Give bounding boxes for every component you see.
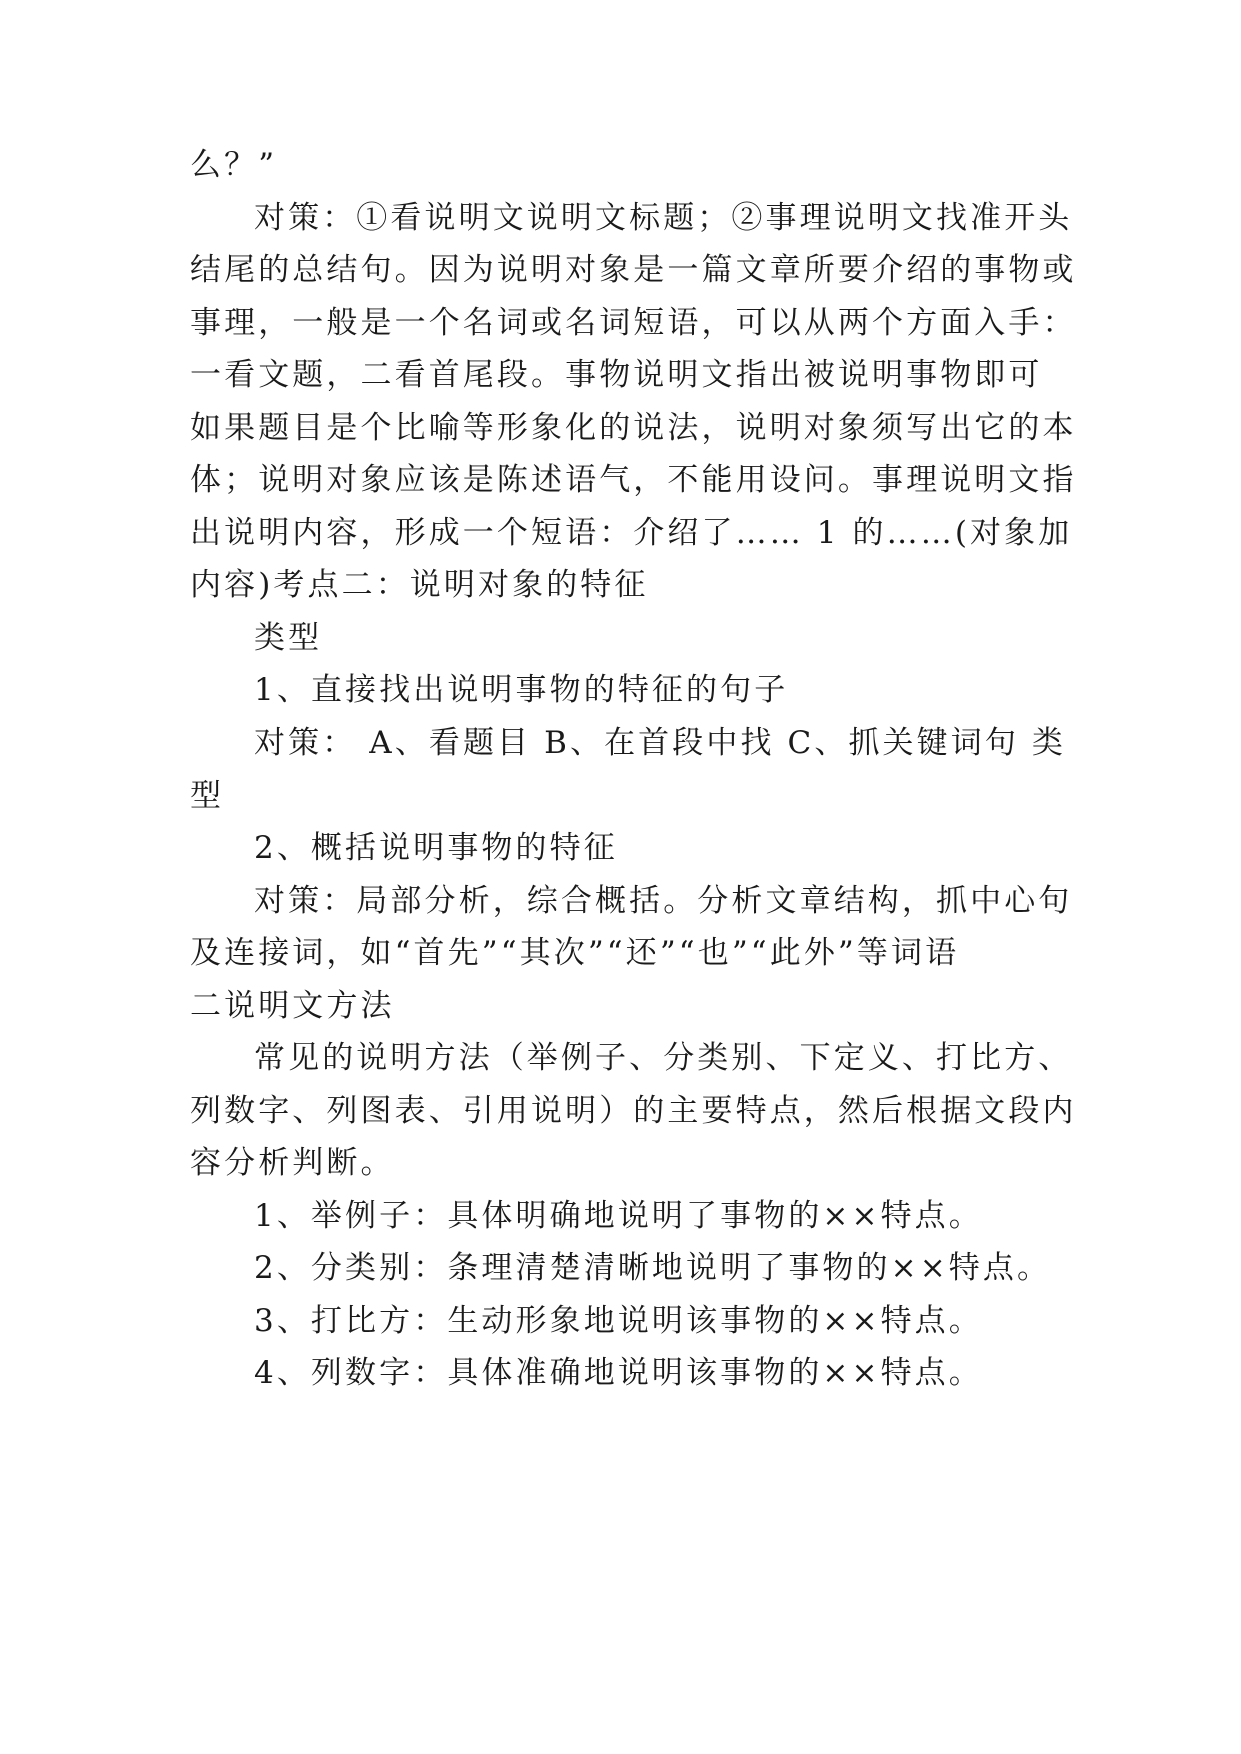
- text-line: 列数字、列图表、引用说明）的主要特点，然后根据文段内: [190, 1093, 1077, 1129]
- text-line: 1、举例子：具体明确地说明了事物的××特点。: [254, 1198, 983, 1234]
- text-line: 二说明文方法: [190, 988, 395, 1024]
- text-line: 结尾的总结句。因为说明对象是一篇文章所要介绍的事物或: [190, 252, 1077, 288]
- text-line: 2、概括说明事物的特征: [254, 830, 618, 866]
- text-line: 如果题目是个比喻等形象化的说法，说明对象须写出它的本: [190, 410, 1077, 446]
- text-line: 对策： A、看题目 B、在首段中找 C、抓关键词句 类: [254, 725, 1067, 761]
- text-line: 型: [190, 778, 225, 814]
- text-line: 1、直接找出说明事物的特征的句子: [254, 672, 789, 708]
- text-line: 常见的说明方法（举例子、分类别、下定义、打比方、: [254, 1040, 1073, 1076]
- text-line: 一看文题，二看首尾段。事物说明文指出被说明事物即可: [190, 357, 1043, 393]
- text-line: 类型: [254, 620, 323, 656]
- text-line: 容分析判断。: [190, 1145, 395, 1181]
- text-line: 2、分类别：条理清楚清晰地说明了事物的××特点。: [254, 1250, 1052, 1286]
- text-line: 3、打比方：生动形象地说明该事物的××特点。: [254, 1303, 983, 1339]
- text-line: 体；说明对象应该是陈述语气，不能用设问。事理说明文指: [190, 462, 1077, 498]
- text-line: 事理，一般是一个名词或名词短语，可以从两个方面入手：: [190, 305, 1077, 341]
- text-line: 对策：局部分析，综合概括。分析文章结构，抓中心句: [254, 883, 1073, 919]
- text-line: 么？”: [190, 147, 278, 183]
- text-line: 对策：①看说明文说明文标题；②事理说明文找准开头: [254, 200, 1073, 236]
- text-line: 4、列数字：具体准确地说明该事物的××特点。: [254, 1355, 983, 1391]
- text-line: 内容)考点二：说明对象的特征: [190, 567, 649, 603]
- text-line: 出说明内容，形成一个短语：介绍了…… 1 的……(对象加: [190, 515, 1073, 551]
- text-line: 及连接词，如“首先”“其次”“还”“也”“此外”等词语: [190, 935, 960, 971]
